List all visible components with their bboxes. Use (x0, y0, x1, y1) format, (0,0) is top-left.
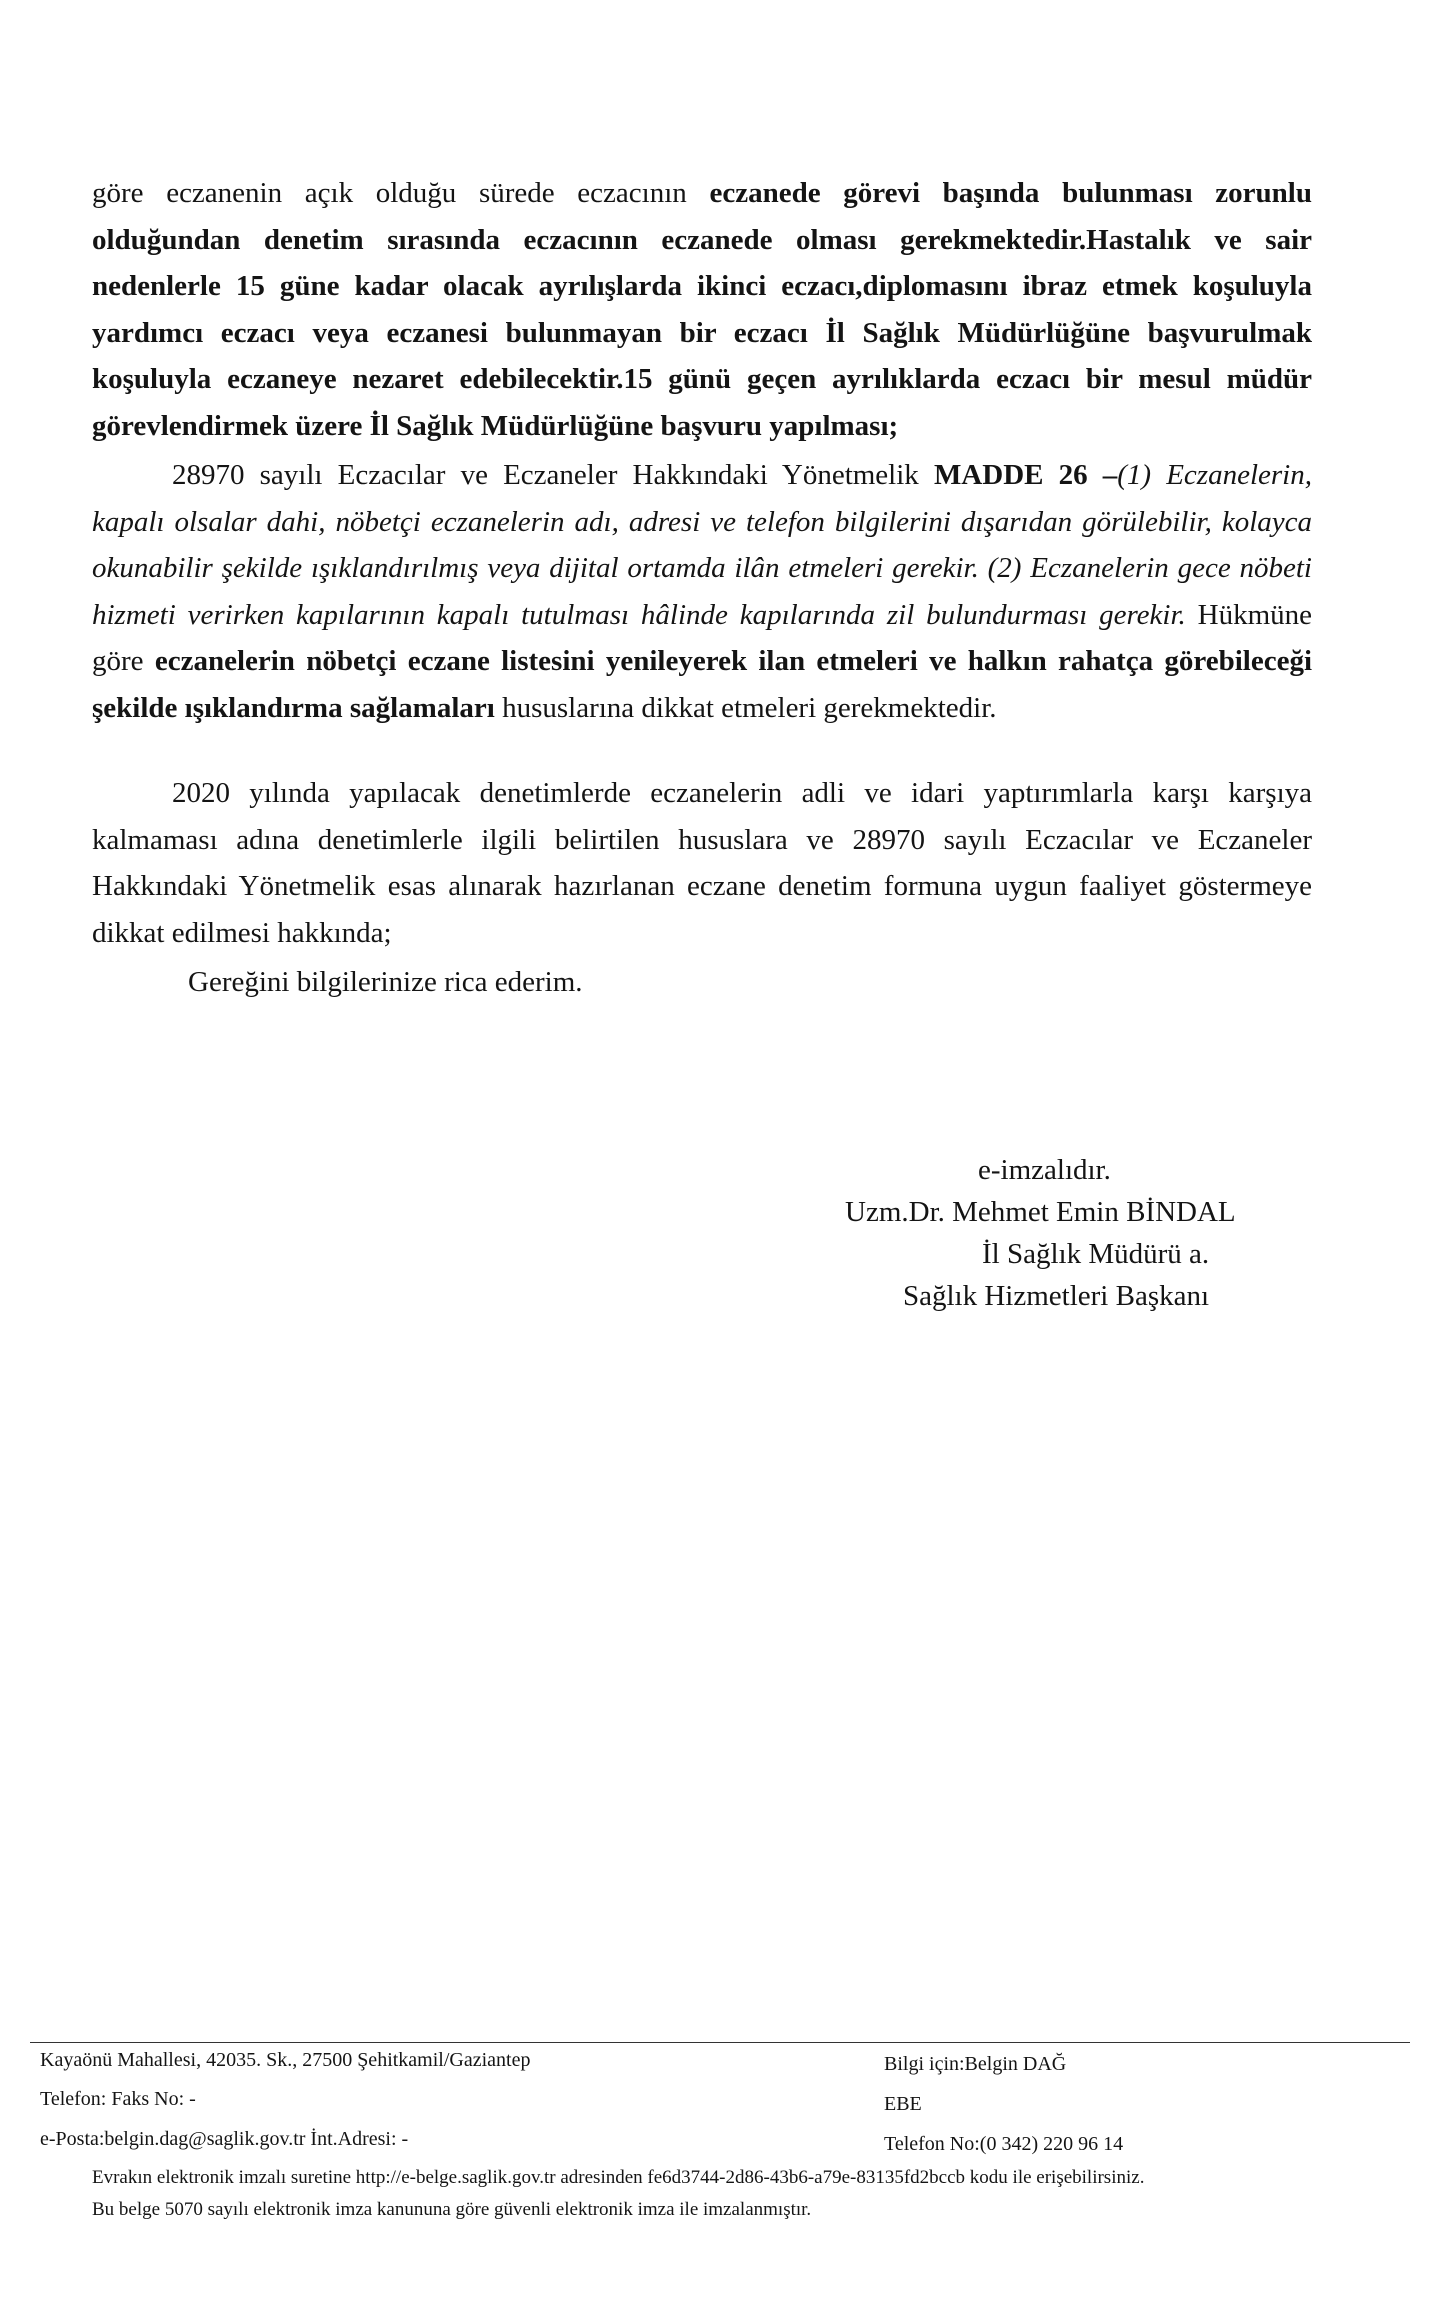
text-run: Hükmüne göre (92, 598, 1313, 677)
closing-line: Gereğini bilgilerinize rica ederim. (188, 966, 583, 998)
text-run: hususlarına dikkat etmeleri gerekmektedir. (494, 691, 997, 724)
text-run-bold: eczanelerin nöbetçi eczane listesini yenileyerek ilan etmeleri ve halkın rahatça görebileceği şekilde ışıklandırma sağlamaları (92, 645, 1312, 724)
text-run: 28970 sayılı Eczacılar ve Eczaneler Hakkındaki Yönetmelik (172, 459, 934, 491)
footer-unit: EBE (884, 2093, 922, 2115)
footer-email-web: e-Posta:belgin.dag@saglik.gov.tr İnt.Adresi: - (40, 2128, 409, 2150)
footer-esignature-note: Bu belge 5070 sayılı elektronik imza kanununa göre güvenli elektronik imza ile imzalanmıştır. (92, 2199, 812, 2220)
signatory-name: Uzm.Dr. Mehmet Emin BİNDAL (845, 1196, 1236, 1228)
footer-phone-fax: Telefon: Faks No: - (40, 2088, 196, 2110)
signature-status: e-imzalıdır. (978, 1154, 1111, 1186)
footer-divider (30, 2042, 1410, 2043)
paragraph-regulation-article (92, 452, 1312, 731)
text-run: göre eczanenin açık olduğu sürede eczacının (92, 177, 710, 209)
paragraph-pharmacist-presence (92, 170, 1312, 449)
article-number: MADDE 26 – (933, 459, 1118, 491)
signatory-title: İl Sağlık Müdürü a. (982, 1238, 1210, 1270)
text-run-bold: eczanede görevi başında bulunması zorunlu olduğundan denetim sırasında eczacının eczanede olması gerekmektedir.Hastalık ve sair nedenlerle 15 güne kadar olacak ayrılışlarda ikinci eczacı,diplomasını ibraz etmek koşuluyla yardımcı eczacı veya eczanesi bulunmayan bir eczacı İl Sağlık Müdürlüğüne başvurulmak koşuluyla eczaneye nezaret edebilecektir.15 günü geçen ayrılıklarda eczacı bir mesul müdür görevlendirmek üzere İl Sağlık Müdürlüğüne başvuru yapılması; (92, 177, 1312, 442)
text-run: 2020 yılında yapılacak denetimlerde eczanelerin adli ve idari yaptırımlarla karşı karşıya kalmaması adına denetimlerle ilgili belirtilen hususlara ve 28970 sayılı Eczacılar ve Eczaneler Hakkındaki Yönetmelik esas alınarak hazırlanan eczane denetim formuna uygun faaliyet göstermeye dikkat edilmesi hakkında; (92, 777, 1312, 949)
footer-address: Kayaönü Mahallesi, 42035. Sk., 27500 Şehitkamil/Gaziantep (40, 2049, 531, 2071)
paragraph-inspection-note (92, 770, 1312, 956)
footer-contact-phone: Telefon No:(0 342) 220 96 14 (884, 2133, 1124, 2155)
footer-verification: Evrakın elektronik imzalı suretine http://e-belge.saglik.gov.tr adresinden fe6d3744-2d86-43b6-a79e-83135fd2bccb kodu ile erişebilirsiniz. (92, 2167, 1145, 2188)
footer-contact: Bilgi için:Belgin DAĞ (884, 2053, 1067, 2075)
regulation-quote: (1) Eczanelerin, kapalı olsalar dahi, nöbetçi eczanelerin adı, adresi ve telefon bilgilerini dışarıdan görülebilir, kolayca okunabilir şekilde ışıklandırılmış veya dijital ortamda ilân etmeleri gerekir. (2) Eczanelerin gece nöbeti hizmeti verirken kapılarının kapalı tutulması hâlinde kapılarında zil bulundurması gerekir. (92, 459, 1312, 631)
signatory-department: Sağlık Hizmetleri Başkanı (903, 1280, 1210, 1312)
